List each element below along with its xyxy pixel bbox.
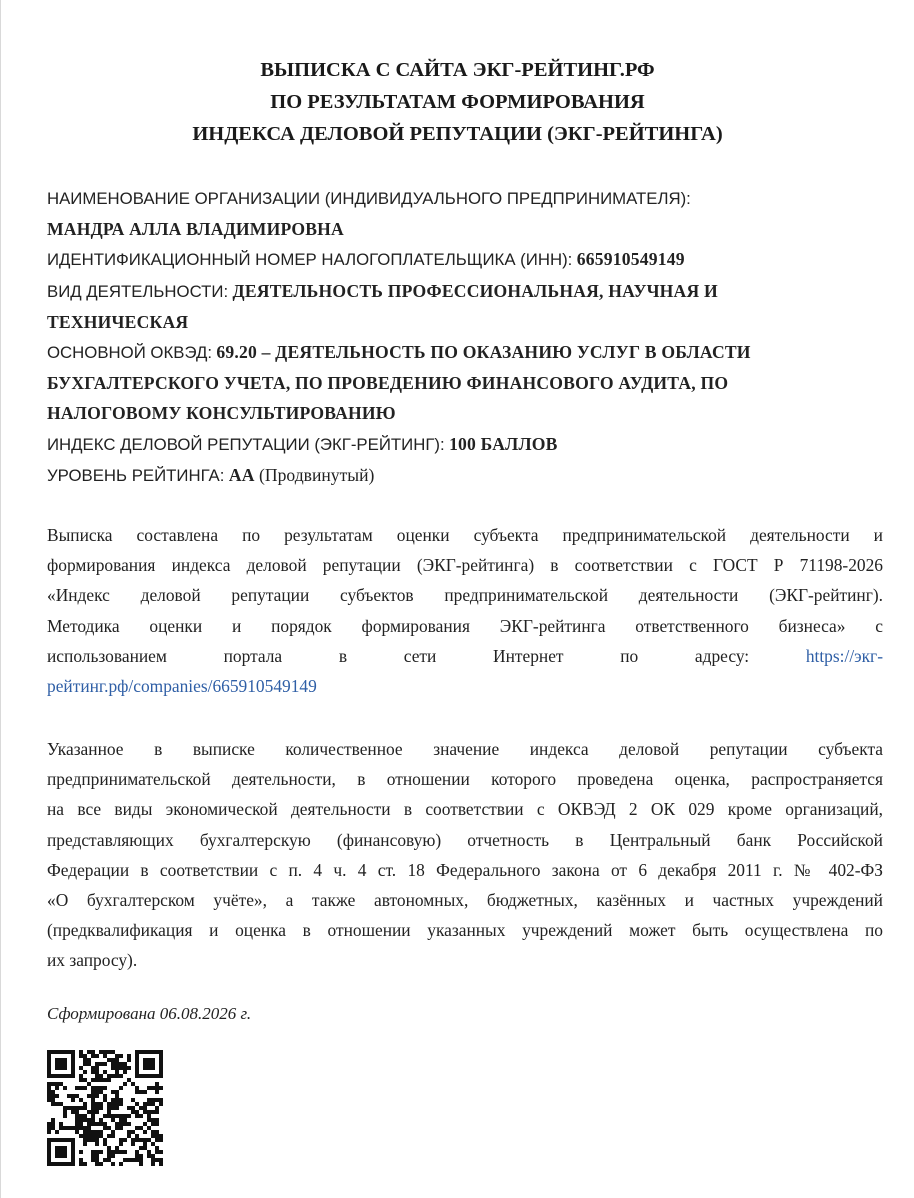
okved-value-line-3: НАЛОГОВОМУ КОНСУЛЬТИРОВАНИЮ — [47, 403, 396, 424]
document-title — [1, 54, 914, 150]
okved-label: ОСНОВНОЙ ОКВЭД: — [47, 343, 212, 363]
org-name-label: НАИМЕНОВАНИЕ ОРГАНИЗАЦИИ (ИНДИВИДУАЛЬНОГО ПРЕДПРИНИМАТЕЛЯ): — [47, 189, 691, 208]
generated-date: Сформирована 06.08.2026 г. — [47, 1004, 252, 1023]
level-note: (Продвинутый) — [259, 464, 375, 485]
index-label: ИНДЕКС ДЕЛОВОЙ РЕПУТАЦИИ (ЭКГ-РЕЙТИНГ): — [47, 434, 445, 454]
scope-paragraph — [47, 734, 883, 976]
title-line-2: ПО РЕЗУЛЬТАТАМ ФОРМИРОВАНИЯ — [270, 91, 645, 113]
activity-value-line-1: ДЕЯТЕЛЬНОСТЬ ПРОФЕССИОНАЛЬНАЯ, НАУЧНАЯ И — [232, 280, 718, 301]
company-link-part-1[interactable]: https://экг- — [805, 645, 883, 666]
paragraph2-line-7: (предквалификация и оценка в отношении указанных учреждений может быть осуществлена по — [47, 920, 883, 941]
okved-value-line-2: БУХГАЛТЕРСКОГО УЧЕТА, ПО ПРОВЕДЕНИЮ ФИНАНСОВОГО АУДИТА, ПО — [47, 373, 729, 394]
paragraph1-line-5-text: использованием портала в сети Интернет по адресу: — [47, 645, 750, 666]
paragraph2-line-5: Федерации в соответствии с п. 4 ч. 4 ст. 18 Федерального закона от 6 декабря 2011 г. № 402-ФЗ — [47, 859, 883, 880]
paragraph1-line-4: Методика оценки и порядок формирования ЭКГ-рейтинга ответственного бизнеса» с — [47, 615, 883, 636]
organization-info — [47, 183, 878, 491]
paragraph2-line-3: на все виды экономической деятельности в соответствии с ОКВЭД 2 ОК 029 кроме организаций, — [47, 799, 883, 820]
title-line-3: ИНДЕКСА ДЕЛОВОЙ РЕПУТАЦИИ (ЭКГ-РЕЙТИНГА) — [192, 123, 723, 145]
paragraph1-line-2: формирования индекса деловой репутации (ЭКГ-рейтинга) в соответствии с ГОСТ Р 71198-2026 — [47, 555, 883, 576]
paragraph2-line-8: их запросу). — [47, 950, 138, 971]
inn-label: ИДЕНТИФИКАЦИОННЫЙ НОМЕР НАЛОГОПЛАТЕЛЬЩИКА (ИНН): — [47, 250, 573, 270]
inn-value: 665910549149 — [576, 249, 685, 270]
paragraph1-line-5 — [47, 641, 883, 671]
paragraph1-line-1: Выписка составлена по результатам оценки субъекта предпринимательской деятельности и — [47, 525, 883, 545]
org-name-value: МАНДРА АЛЛА ВЛАДИМИРОВНА — [47, 219, 344, 240]
okved-value-line-1: 69.20 – ДЕЯТЕЛЬНОСТЬ ПО ОКАЗАНИЮ УСЛУГ В ОБЛАСТИ — [216, 342, 751, 363]
index-value: 100 БАЛЛОВ — [449, 433, 558, 454]
paragraph2-line-6: «О бухгалтерском учёте», а также автономных, бюджетных, казённых и частных учреждений — [47, 890, 883, 911]
company-link-part-2[interactable]: рейтинг.рф/companies/665910549149 — [47, 676, 317, 697]
level-label: УРОВЕНЬ РЕЙТИНГА: — [47, 465, 225, 485]
paragraph2-line-2: предпринимательской деятельности, в отношении которого проведена оценка, распространяется — [47, 769, 883, 790]
activity-value-line-2: ТЕХНИЧЕСКАЯ — [47, 311, 189, 332]
statement-paragraph — [47, 520, 883, 701]
activity-label: ВИД ДЕЯТЕЛЬНОСТИ: — [47, 281, 229, 301]
qr-code-icon[interactable] — [47, 1050, 163, 1166]
paragraph1-line-3: «Индекс деловой репутации субъектов предпринимательской деятельности (ЭКГ-рейтинг). — [47, 585, 883, 606]
paragraph2-line-4: представляющих бухгалтерскую (финансовую) отчетность в Центральный банк Российской — [47, 829, 883, 850]
paragraph2-line-1: Указанное в выписке количественное значение индекса деловой репутации субъекта — [47, 739, 883, 759]
title-line-1: ВЫПИСКА С САЙТА ЭКГ-РЕЙТИНГ.РФ — [260, 59, 655, 81]
level-value: АА — [228, 464, 255, 485]
